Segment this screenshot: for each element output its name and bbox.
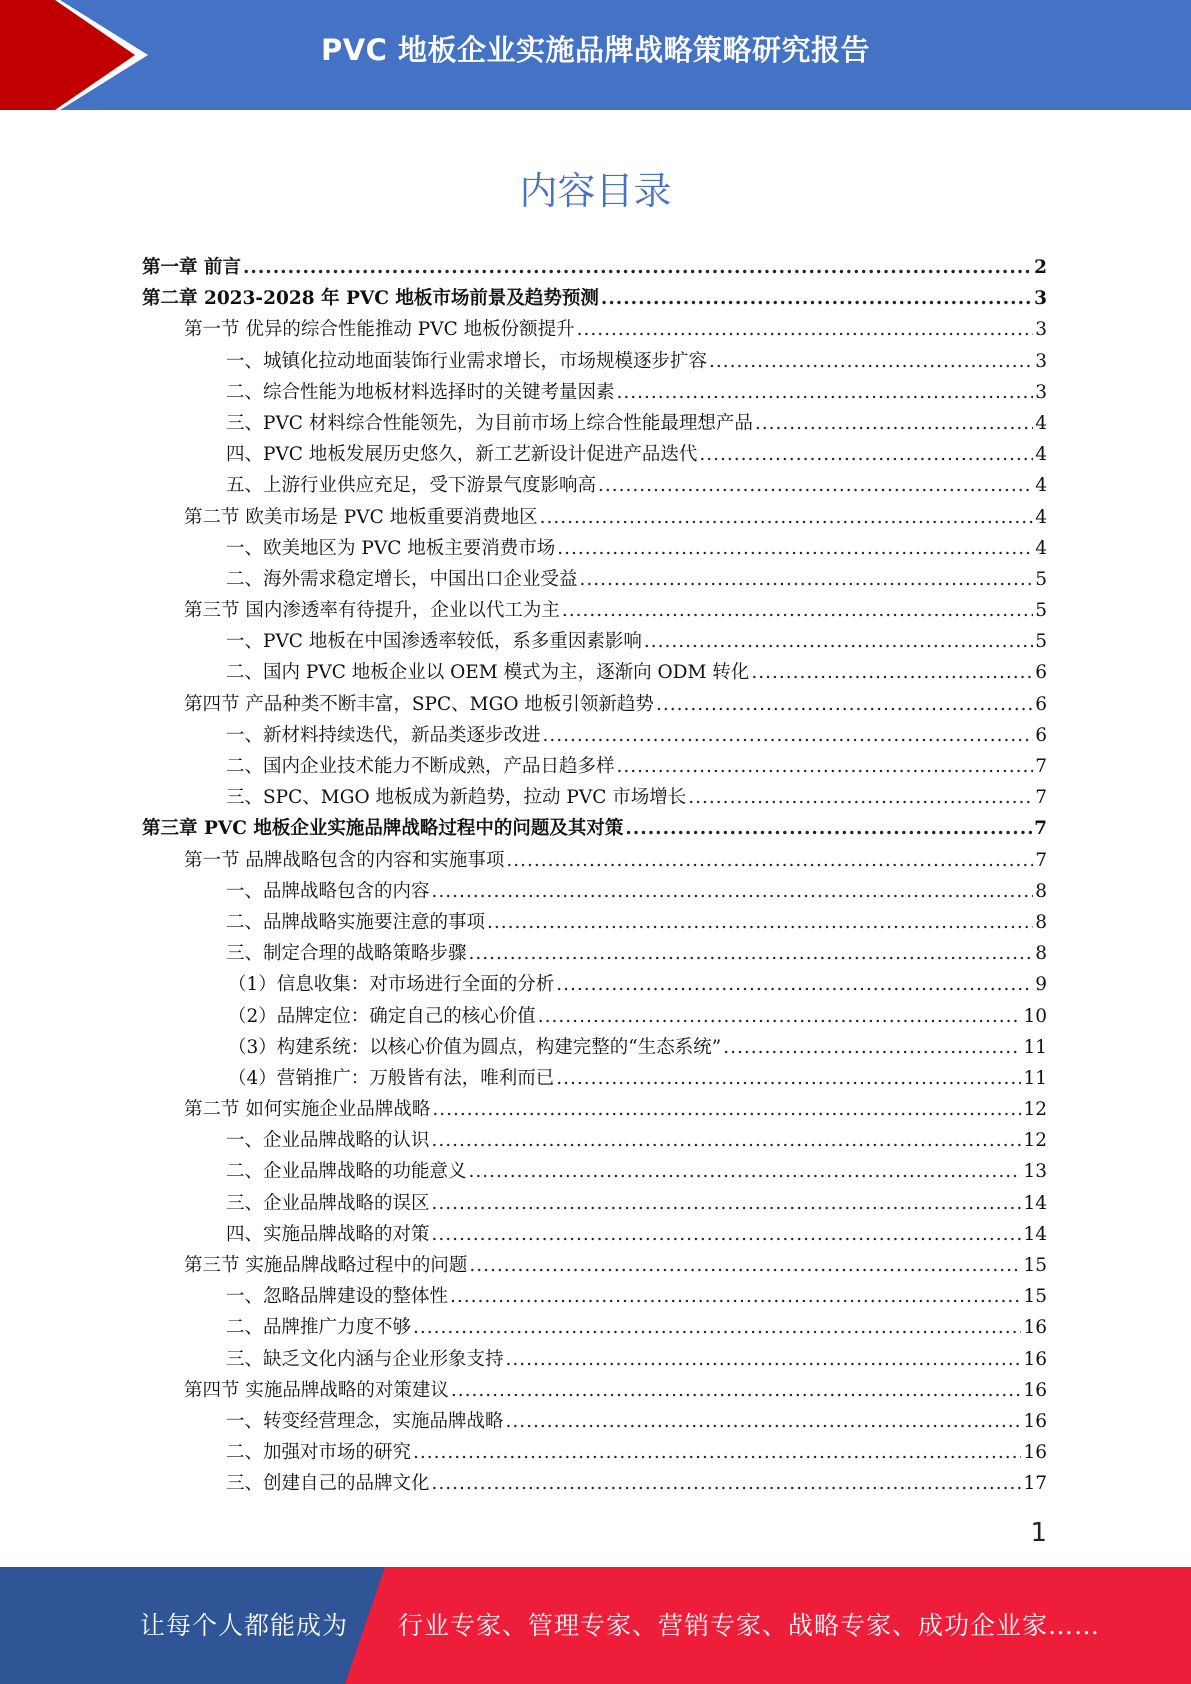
toc-entry-page: 15 xyxy=(1023,1255,1047,1276)
toc-entry-page: 4 xyxy=(1035,475,1047,497)
toc-entry[interactable] xyxy=(142,565,1047,596)
toc-entry-label: 五、上游行业供应充足，受下游景气度影响高 xyxy=(226,475,597,497)
toc-entry-page: 9 xyxy=(1035,974,1047,996)
toc-entry-page: 16 xyxy=(1023,1379,1047,1401)
footer-slogan-right: 行业专家、管理专家、营销专家、战略专家、成功企业家…… xyxy=(398,1611,1101,1640)
toc-entry-page: 10 xyxy=(1023,1005,1047,1027)
toc-entry-page: 12 xyxy=(1023,1099,1047,1121)
toc-entry-label: 第一章 前言 xyxy=(142,257,241,278)
toc-entry-page: 15 xyxy=(1023,1286,1047,1308)
toc-entry[interactable] xyxy=(142,596,1047,627)
toc-leader-dots xyxy=(625,818,1032,839)
toc-leader-dots xyxy=(506,850,1033,871)
toc-entry[interactable] xyxy=(142,721,1047,752)
toc-entry-label: 二、加强对市场的研究 xyxy=(226,1442,412,1464)
toc-heading: 内容目录 xyxy=(519,169,672,213)
toc-entry-page: 16 xyxy=(1023,1410,1047,1432)
toc-entry-label: 一、品牌战略包含的内容 xyxy=(226,880,430,902)
toc-entry[interactable] xyxy=(142,1376,1047,1407)
toc-leader-dots xyxy=(656,694,1033,715)
toc-leader-dots xyxy=(755,413,1033,434)
toc-entry-page: 5 xyxy=(1035,631,1047,653)
toc-leader-dots xyxy=(469,1255,1021,1276)
table-of-contents xyxy=(142,253,1047,1501)
toc-entry-label: （2）品牌定位：确定自己的核心价值 xyxy=(228,1005,536,1027)
toc-entry-label: 第一节 品牌战略包含的内容和实施事项 xyxy=(184,849,505,871)
toc-entry-label: 第四节 产品种类不断丰富，SPC、MGO 地板引领新趋势 xyxy=(184,693,654,715)
toc-entry[interactable] xyxy=(142,658,1047,689)
toc-leader-dots xyxy=(451,1380,1022,1401)
toc-entry[interactable] xyxy=(142,939,1047,970)
toc-entry-page: 3 xyxy=(1035,350,1047,372)
footer-slogan-left: 让每个人都能成为 xyxy=(140,1611,349,1640)
toc-entry[interactable] xyxy=(142,1282,1047,1313)
toc-entry-page: 6 xyxy=(1035,662,1047,684)
toc-entry-label: 第二节 欧美市场是 PVC 地板重要消费地区 xyxy=(184,506,538,528)
toc-entry-label: 一、新材料持续迭代，新品类逐步改进 xyxy=(226,724,541,746)
toc-entry[interactable] xyxy=(142,409,1047,440)
toc-entry[interactable] xyxy=(142,315,1047,346)
toc-entry[interactable] xyxy=(142,440,1047,471)
toc-entry-label: 二、品牌推广力度不够 xyxy=(226,1317,412,1339)
toc-entry-label: 第二节 如何实施企业品牌战略 xyxy=(184,1099,431,1121)
toc-entry-page: 8 xyxy=(1035,943,1047,965)
toc-entry-page: 3 xyxy=(1035,319,1047,341)
toc-entry-page: 4 xyxy=(1035,444,1047,466)
toc-leader-dots xyxy=(709,351,1033,372)
toc-entry[interactable] xyxy=(142,1064,1047,1095)
toc-entry-page: 12 xyxy=(1023,1130,1047,1152)
toc-entry-page: 17 xyxy=(1023,1473,1047,1495)
toc-leader-dots xyxy=(432,881,1034,902)
toc-entry-label: 四、PVC 地板发展历史悠久，新工艺新设计促进产品迭代 xyxy=(226,444,698,466)
toc-entry[interactable] xyxy=(142,627,1047,658)
toc-entry[interactable] xyxy=(142,1407,1047,1438)
toc-leader-dots xyxy=(432,1099,1021,1120)
toc-entry[interactable] xyxy=(142,877,1047,908)
toc-entry[interactable] xyxy=(142,347,1047,378)
toc-leader-dots xyxy=(562,600,1033,621)
toc-entry-page: 4 xyxy=(1035,412,1047,434)
toc-entry-label: 一、转变经营理念，实施品牌战略 xyxy=(226,1410,504,1432)
toc-entry[interactable] xyxy=(142,534,1047,565)
toc-entry-page: 8 xyxy=(1035,880,1047,902)
toc-entry-page: 3 xyxy=(1035,381,1047,403)
toc-entry-page: 5 xyxy=(1035,568,1047,590)
toc-entry[interactable] xyxy=(142,1251,1047,1282)
toc-entry[interactable] xyxy=(142,1313,1047,1344)
toc-leader-dots xyxy=(543,725,1034,746)
toc-entry-page: 8 xyxy=(1035,911,1047,933)
toc-entry-label: 一、欧美地区为 PVC 地板主要消费市场 xyxy=(226,537,556,559)
toc-entry-page: 16 xyxy=(1023,1442,1047,1464)
document-title: PVC 地板企业实施品牌战略策略研究报告 xyxy=(320,33,871,67)
toc-entry-label: 三、企业品牌战略的误区 xyxy=(226,1192,430,1214)
toc-leader-dots xyxy=(723,1037,1021,1058)
toc-entry-label: 二、综合性能为地板材料选择时的关键考量因素 xyxy=(226,381,615,403)
toc-entry-label: 三、创建自己的品牌文化 xyxy=(226,1473,430,1495)
toc-entry-page: 4 xyxy=(1035,506,1047,528)
toc-entry-page: 11 xyxy=(1023,1067,1047,1089)
toc-leader-dots xyxy=(487,912,1033,933)
toc-leader-dots xyxy=(538,1006,1022,1027)
toc-leader-dots xyxy=(432,1193,1022,1214)
toc-entry-label: 二、品牌战略实施要注意的事项 xyxy=(226,911,486,933)
toc-leader-dots xyxy=(688,787,1033,808)
toc-entry-label: 一、PVC 地板在中国渗透率较低，系多重因素影响 xyxy=(226,631,642,653)
toc-entry[interactable] xyxy=(142,1345,1047,1376)
toc-entry-page: 6 xyxy=(1035,724,1047,746)
toc-entry[interactable] xyxy=(142,690,1047,721)
toc-entry[interactable] xyxy=(142,1469,1047,1500)
toc-leader-dots xyxy=(617,756,1034,777)
toc-entry-page: 11 xyxy=(1023,1036,1047,1058)
toc-entry-page: 6 xyxy=(1035,693,1047,715)
toc-entry[interactable] xyxy=(142,970,1047,1001)
toc-leader-dots xyxy=(469,1161,1022,1182)
toc-leader-dots xyxy=(577,319,1034,340)
toc-leader-dots xyxy=(601,288,1032,309)
toc-entry-page: 14 xyxy=(1023,1192,1047,1214)
toc-leader-dots xyxy=(432,1130,1022,1151)
toc-leader-dots xyxy=(598,475,1033,496)
page-header xyxy=(0,0,1191,110)
toc-entry-page: 16 xyxy=(1023,1317,1047,1339)
toc-leader-dots xyxy=(243,257,1032,278)
toc-entry[interactable] xyxy=(142,1157,1047,1188)
toc-leader-dots xyxy=(580,569,1034,590)
toc-entry-page: 3 xyxy=(1034,288,1047,310)
toc-leader-dots xyxy=(469,943,1034,964)
toc-entry-label: 二、海外需求稳定增长，中国出口企业受益 xyxy=(226,568,578,590)
toc-entry[interactable] xyxy=(142,1438,1047,1469)
toc-entry[interactable] xyxy=(142,471,1047,502)
toc-entry-label: 二、国内企业技术能力不断成熟，产品日趋多样 xyxy=(226,756,615,777)
toc-entry-page: 7 xyxy=(1035,756,1047,777)
toc-leader-dots xyxy=(556,1068,1021,1089)
toc-leader-dots xyxy=(506,1349,1022,1370)
toc-leader-dots xyxy=(540,507,1034,528)
toc-entry[interactable] xyxy=(142,1095,1047,1126)
page-footer xyxy=(0,1567,1191,1684)
toc-leader-dots xyxy=(413,1442,1021,1463)
toc-entry-label: 第三节 实施品牌战略过程中的问题 xyxy=(184,1255,468,1276)
toc-entry-label: （4）营销推广：万般皆有法，唯利而已 xyxy=(228,1067,555,1089)
toc-entry-label: 一、企业品牌战略的认识 xyxy=(226,1130,430,1152)
page-number: 1 xyxy=(1030,1518,1047,1548)
toc-entry-page: 2 xyxy=(1034,257,1047,278)
toc-entry[interactable] xyxy=(142,814,1047,845)
toc-entry-page: 7 xyxy=(1034,818,1047,840)
toc-leader-dots xyxy=(506,1411,1022,1432)
toc-leader-dots xyxy=(751,662,1033,683)
toc-entry-label: 四、实施品牌战略的对策 xyxy=(226,1223,430,1245)
toc-entry[interactable] xyxy=(142,783,1047,814)
toc-entry-label: 第二章 2023-2028 年 PVC 地板市场前景及趋势预测 xyxy=(142,288,599,310)
toc-leader-dots xyxy=(617,382,1034,403)
toc-entry-label: 三、PVC 材料综合性能领先，为目前市场上综合性能最理想产品 xyxy=(226,412,753,434)
toc-leader-dots xyxy=(432,1473,1022,1494)
toc-leader-dots xyxy=(432,1224,1022,1245)
toc-entry-page: 7 xyxy=(1035,787,1047,809)
toc-entry[interactable] xyxy=(142,503,1047,534)
toc-leader-dots xyxy=(556,974,1033,995)
toc-entry[interactable] xyxy=(142,284,1047,315)
toc-entry[interactable] xyxy=(142,253,1047,284)
toc-entry-label: 第一节 优异的综合性能推动 PVC 地板份额提升 xyxy=(184,319,575,341)
toc-entry[interactable] xyxy=(142,1126,1047,1157)
toc-leader-dots xyxy=(699,444,1033,465)
toc-entry-label: 三、缺乏文化内涵与企业形象支持 xyxy=(226,1348,504,1370)
toc-entry-label: 第三章 PVC 地板企业实施品牌战略过程中的问题及其对策 xyxy=(142,818,624,840)
toc-entry[interactable] xyxy=(142,846,1047,877)
toc-leader-dots xyxy=(557,538,1033,559)
toc-entry[interactable] xyxy=(142,1189,1047,1220)
toc-leader-dots xyxy=(450,1286,1021,1307)
toc-entry-label: 三、SPC、MGO 地板成为新趋势，拉动 PVC 市场增长 xyxy=(226,787,687,809)
toc-entry[interactable] xyxy=(142,1220,1047,1251)
toc-entry-page: 14 xyxy=(1023,1223,1047,1245)
toc-entry-label: 一、忽略品牌建设的整体性 xyxy=(226,1286,449,1308)
toc-entry-label: 第四节 实施品牌战略的对策建议 xyxy=(184,1379,449,1401)
toc-entry-page: 4 xyxy=(1035,537,1047,559)
toc-entry-page: 16 xyxy=(1023,1348,1047,1370)
toc-entry-label: 二、国内 PVC 地板企业以 OEM 模式为主，逐渐向 ODM 转化 xyxy=(226,662,750,684)
toc-entry[interactable] xyxy=(142,378,1047,409)
toc-entry-label: 第三节 国内渗透率有待提升，企业以代工为主 xyxy=(184,600,560,622)
toc-entry[interactable] xyxy=(142,1002,1047,1033)
toc-entry-page: 13 xyxy=(1023,1161,1047,1183)
toc-entry-page: 5 xyxy=(1035,600,1047,622)
toc-entry[interactable] xyxy=(142,1033,1047,1064)
toc-entry-label: （1）信息收集：对市场进行全面的分析 xyxy=(228,974,555,996)
toc-entry[interactable] xyxy=(142,752,1047,783)
toc-entry-label: 三、制定合理的战略策略步骤 xyxy=(226,943,467,965)
toc-entry-label: 一、城镇化拉动地面装饰行业需求增长，市场规模逐步扩容 xyxy=(226,350,708,372)
toc-leader-dots xyxy=(413,1317,1021,1338)
toc-entry-page: 7 xyxy=(1035,849,1047,871)
toc-entry-label: 二、企业品牌战略的功能意义 xyxy=(226,1161,467,1183)
toc-leader-dots xyxy=(644,631,1033,652)
toc-entry-label: （3）构建系统：以核心价值为圆点，构建完整的“生态系统” xyxy=(228,1036,722,1058)
toc-entry[interactable] xyxy=(142,908,1047,939)
